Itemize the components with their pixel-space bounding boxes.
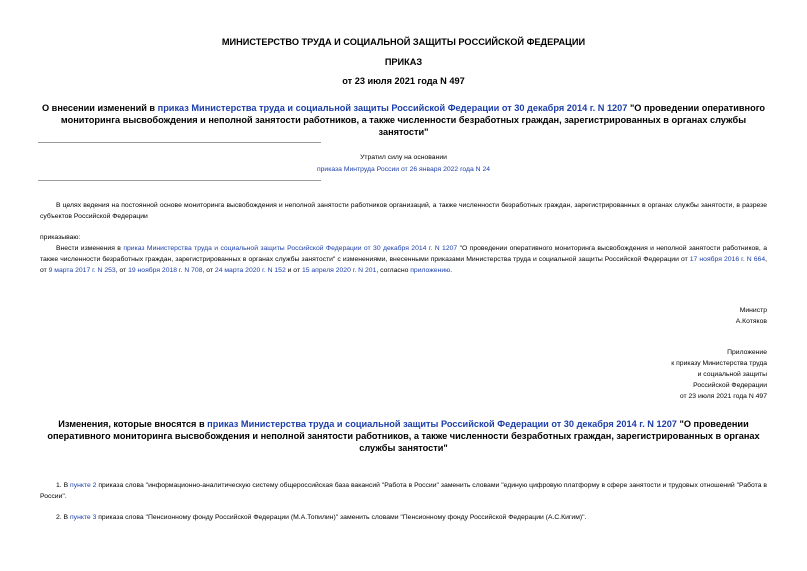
title-suffix: "О проведении оперативного мониторинга высвобождения и неполной занятости работников, а также численности безработных граждан, зарегистрированных в органах службы занятости": [60, 103, 766, 137]
ministry-heading: МИНИСТЕРСТВО ТРУДА И СОЦИАЛЬНОЙ ЗАЩИТЫ РОССИЙСКОЙ ФЕДЕРАЦИИ: [221, 37, 586, 47]
change-2-link[interactable]: пункте 3: [69, 514, 97, 521]
notice-container: [0, 164, 807, 175]
preamble-paragraph: В целях ведения на постоянной основе мониторинга высвобождения и неполной занятости работников организаций, а также численности безработных граждан, зарегистрированных в органах службы занятости, в разрезе субъектов Российской Федерации: [40, 202, 767, 220]
doc-type-heading: ПРИКАЗ: [384, 57, 423, 67]
p1-order-link[interactable]: приказ Министерства труда и социальной защиты Российской Федерации от 30 декабря 2014 г. N 1207: [123, 245, 458, 252]
notice-line: Утратил силу на основании: [360, 154, 447, 161]
change-item-2: [40, 512, 767, 523]
change-2-num: 2. В: [56, 514, 70, 521]
order-paragraph: [40, 243, 767, 276]
title-prefix: О внесении изменений в: [41, 103, 158, 113]
appendix-title-prefix: Изменения, которые вносятся в: [58, 419, 208, 429]
p1-text-a: Внести изменения в: [56, 245, 124, 252]
change-1-text: приказа слова "информационно-аналитическую систему общероссийская база вакансий "Работа в России" заменить словами "единую цифровую платформу в сфере занятости и трудовых отношений "Работа в России".: [40, 482, 767, 500]
notice-top-rule: [38, 142, 321, 143]
p1-amend-link-3[interactable]: 19 ноября 2018 г. N 708: [128, 267, 203, 274]
notice-repeal-link[interactable]: приказа Минтруда России от 26 января 2022 года N 24: [316, 166, 491, 173]
p1-sep-1: , от: [40, 256, 767, 274]
appendix-title-suffix: "О проведении оперативного мониторинга высвобождения и неполной занятости работников, а также численности безработных граждан, зарегистрированных в органах службы занятости": [47, 419, 760, 453]
change-item-1: [40, 480, 767, 502]
p1-sep-2: , от: [115, 267, 129, 274]
p1-amend-link-1[interactable]: 17 ноября 2016 г. N 664: [689, 256, 766, 263]
change-1-num: 1. В: [56, 482, 71, 489]
appendix-title-order-link[interactable]: приказ Министерства труда и социальной защиты Российской Федерации от 30 декабря 2014 г. N 1207: [207, 419, 677, 429]
title-order-link[interactable]: приказ Министерства труда и социальной защиты Российской Федерации от 30 декабря 2014 г. N 1207: [157, 103, 628, 113]
signature-name: А.Котяков: [735, 318, 767, 325]
appendix-ref-l4: Российской Федерации: [693, 382, 767, 389]
appendix-link[interactable]: приложению: [410, 267, 451, 274]
order-word: приказываю:: [40, 234, 81, 241]
p1-end: .: [450, 267, 453, 274]
appendix-ref-l1: Приложение: [727, 349, 767, 356]
p1-text-b: "О проведении оперативного мониторинга высвобождения и неполной занятости работников, а также численности безработных граждан, зарегистрированных в органах службы занятости" с изменениями, внесенными приказами Министерства труда и социальной защиты Российской Федерации от: [40, 245, 767, 263]
signature-position: Министр: [739, 307, 767, 314]
appendix-title: [40, 418, 767, 454]
document-title: [40, 102, 767, 138]
p1-amend-link-4[interactable]: 24 марта 2020 г. N 152: [214, 267, 286, 274]
change-2-text: приказа слова "Пенсионному фонду Российской Федерации (М.А.Топилин)" заменить словами "Пенсионному фонду Российской Федерации (А.С.Кигим)".: [96, 514, 587, 521]
change-1-link[interactable]: пункте 2: [70, 482, 97, 489]
p1-sep-3: , от: [202, 267, 215, 274]
p1-text-c: , согласно: [376, 267, 411, 274]
date-number-heading: от 23 июля 2021 года N 497: [342, 76, 465, 86]
appendix-ref-l2: к приказу Министерства труда: [671, 360, 767, 367]
notice-bottom-rule: [38, 180, 321, 181]
appendix-ref-l5: от 23 июля 2021 года N 497: [679, 393, 767, 400]
appendix-ref-l3: и социальной защиты: [697, 371, 767, 378]
p1-amend-link-2[interactable]: 9 марта 2017 г. N 253: [48, 267, 116, 274]
p1-amend-link-5[interactable]: 15 апреля 2020 г. N 201: [301, 267, 377, 274]
p1-sep-4: и от: [285, 267, 302, 274]
